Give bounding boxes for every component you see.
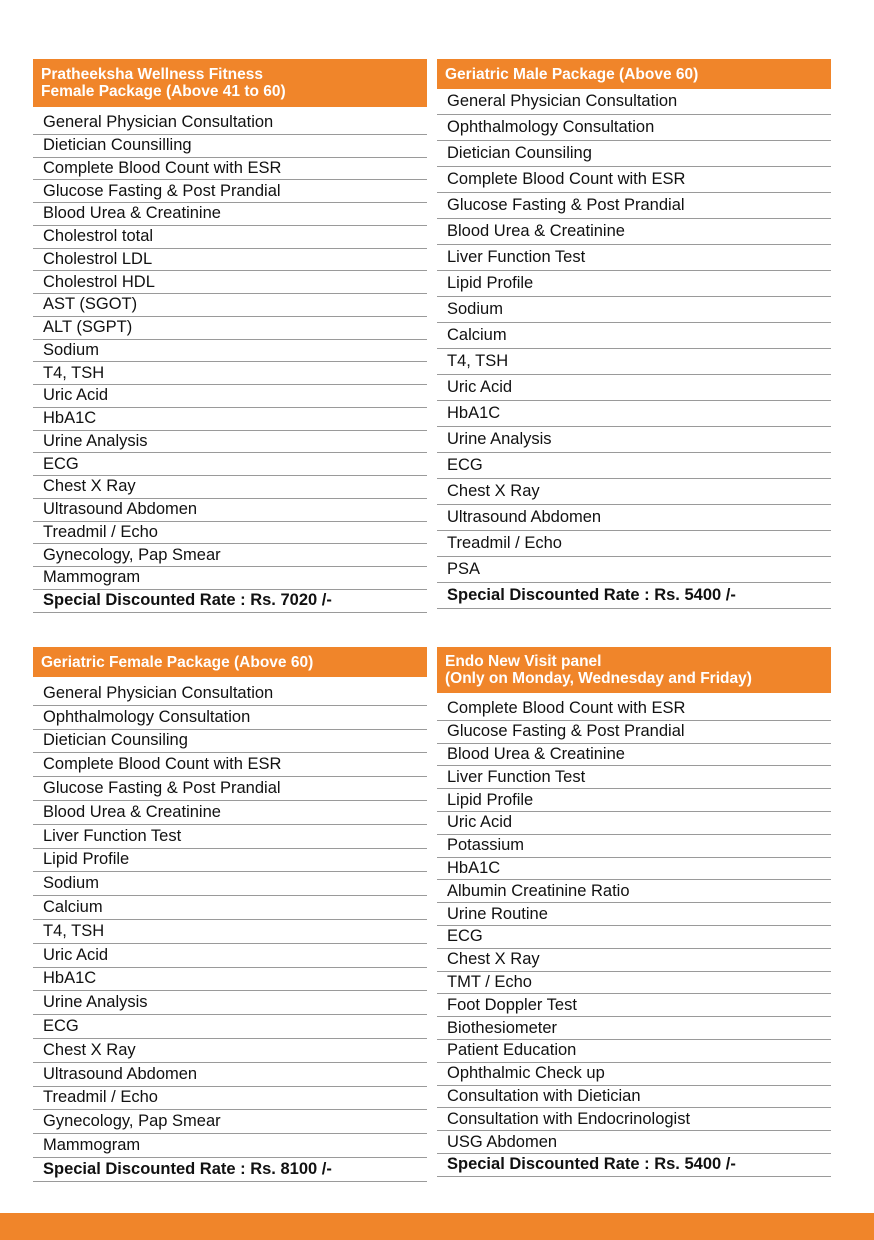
package-item: Calcium [33, 896, 427, 920]
package-item: Treadmil / Echo [33, 1087, 427, 1111]
package-title-line1: Geriatric Male Package (Above 60) [445, 65, 699, 83]
package-item: Chest X Ray [33, 476, 427, 499]
package-item: Biothesiometer [437, 1017, 831, 1040]
package-item: Foot Doppler Test [437, 994, 831, 1017]
package-item: Sodium [437, 297, 831, 323]
package-item: Chest X Ray [437, 479, 831, 505]
package-item: Ultrasound Abdomen [33, 499, 427, 522]
package-item: Lipid Profile [437, 789, 831, 812]
package-panel-pratheeksha [33, 59, 427, 613]
package-item: Liver Function Test [33, 825, 427, 849]
package-item: Cholestrol HDL [33, 271, 427, 294]
package-item: Glucose Fasting & Post Prandial [33, 777, 427, 801]
package-item: Gynecology, Pap Smear [33, 544, 427, 567]
package-item: Treadmil / Echo [33, 522, 427, 545]
package-item: Uric Acid [437, 812, 831, 835]
package-items [33, 112, 427, 613]
package-item: Albumin Creatinine Ratio [437, 880, 831, 903]
package-item: Ultrasound Abdomen [437, 505, 831, 531]
package-title-line1: Geriatric Female Package (Above 60) [41, 653, 314, 671]
package-item: Glucose Fasting & Post Prandial [437, 193, 831, 219]
package-item: ECG [437, 926, 831, 949]
package-panel-geriatric-female [33, 647, 427, 1182]
package-item: USG Abdomen [437, 1131, 831, 1154]
package-item: ECG [437, 453, 831, 479]
package-item: Blood Urea & Creatinine [33, 801, 427, 825]
package-item: Treadmil / Echo [437, 531, 831, 557]
package-item: Potassium [437, 835, 831, 858]
package-item: Chest X Ray [33, 1039, 427, 1063]
package-item: Calcium [437, 323, 831, 349]
package-item: Gynecology, Pap Smear [33, 1110, 427, 1134]
package-item: PSA [437, 557, 831, 583]
package-header [437, 647, 831, 693]
package-item: Sodium [33, 340, 427, 363]
package-title-line1: Endo New Visit panel [445, 653, 602, 670]
package-item: Complete Blood Count with ESR [33, 753, 427, 777]
package-item: Uric Acid [437, 375, 831, 401]
package-item: General Physician Consultation [33, 682, 427, 706]
package-item: Complete Blood Count with ESR [33, 158, 427, 181]
footer-accent-bar [0, 1213, 874, 1240]
package-item: Urine Analysis [437, 427, 831, 453]
package-title-line2: (Only on Monday, Wednesday and Friday) [445, 670, 752, 687]
package-item: Dietician Counsiling [437, 141, 831, 167]
package-item: Ophthalmology Consultation [437, 115, 831, 141]
package-item: Chest X Ray [437, 949, 831, 972]
package-item: Complete Blood Count with ESR [437, 167, 831, 193]
package-item: Dietician Counsilling [33, 135, 427, 158]
package-item: ECG [33, 453, 427, 476]
package-item: AST (SGOT) [33, 294, 427, 317]
package-title-line1: Pratheeksha Wellness Fitness [41, 66, 263, 83]
package-item: HbA1C [33, 408, 427, 431]
package-item: Ophthalmic Check up [437, 1063, 831, 1086]
package-item: T4, TSH [33, 362, 427, 385]
package-title-line2: Female Package (Above 41 to 60) [41, 83, 286, 100]
discounted-rate: Special Discounted Rate : Rs. 5400 /- [437, 583, 831, 609]
package-item: Patient Education [437, 1040, 831, 1063]
package-item: Cholestrol LDL [33, 249, 427, 272]
package-item: HbA1C [437, 401, 831, 427]
package-panel-endo-new-visit [437, 647, 831, 1177]
package-item: Cholestrol total [33, 226, 427, 249]
package-item: Glucose Fasting & Post Prandial [437, 721, 831, 744]
package-item: Ophthalmology Consultation [33, 706, 427, 730]
package-item: HbA1C [33, 968, 427, 992]
package-item: General Physician Consultation [33, 112, 427, 135]
discounted-rate: Special Discounted Rate : Rs. 7020 /- [33, 590, 427, 613]
package-item: Sodium [33, 872, 427, 896]
package-item: Lipid Profile [33, 849, 427, 873]
package-item: Liver Function Test [437, 245, 831, 271]
package-item: T4, TSH [437, 349, 831, 375]
package-item: Mammogram [33, 1134, 427, 1158]
package-item: Lipid Profile [437, 271, 831, 297]
package-item: Uric Acid [33, 944, 427, 968]
discounted-rate: Special Discounted Rate : Rs. 8100 /- [33, 1158, 427, 1182]
discounted-rate: Special Discounted Rate : Rs. 5400 /- [437, 1154, 831, 1177]
package-item: Ultrasound Abdomen [33, 1063, 427, 1087]
package-items [437, 89, 831, 609]
package-item: Consultation with Dietician [437, 1086, 831, 1109]
package-item: General Physician Consultation [437, 89, 831, 115]
package-item: Glucose Fasting & Post Prandial [33, 180, 427, 203]
package-item: Urine Routine [437, 903, 831, 926]
package-header [437, 59, 831, 89]
package-item: T4, TSH [33, 920, 427, 944]
package-item: Uric Acid [33, 385, 427, 408]
package-item: Dietician Counsiling [33, 730, 427, 754]
package-header [33, 59, 427, 107]
package-item: Consultation with Endocrinologist [437, 1108, 831, 1131]
package-item: ALT (SGPT) [33, 317, 427, 340]
package-items [437, 698, 831, 1177]
package-item: TMT / Echo [437, 972, 831, 995]
package-header [33, 647, 427, 677]
package-panel-geriatric-male [437, 59, 831, 609]
package-item: Urine Analysis [33, 991, 427, 1015]
package-item: Blood Urea & Creatinine [437, 744, 831, 767]
package-item: Mammogram [33, 567, 427, 590]
package-item: Complete Blood Count with ESR [437, 698, 831, 721]
package-item: HbA1C [437, 858, 831, 881]
package-item: Liver Function Test [437, 766, 831, 789]
package-items [33, 682, 427, 1182]
package-item: Blood Urea & Creatinine [437, 219, 831, 245]
package-item: ECG [33, 1015, 427, 1039]
package-item: Urine Analysis [33, 431, 427, 454]
package-item: Blood Urea & Creatinine [33, 203, 427, 226]
